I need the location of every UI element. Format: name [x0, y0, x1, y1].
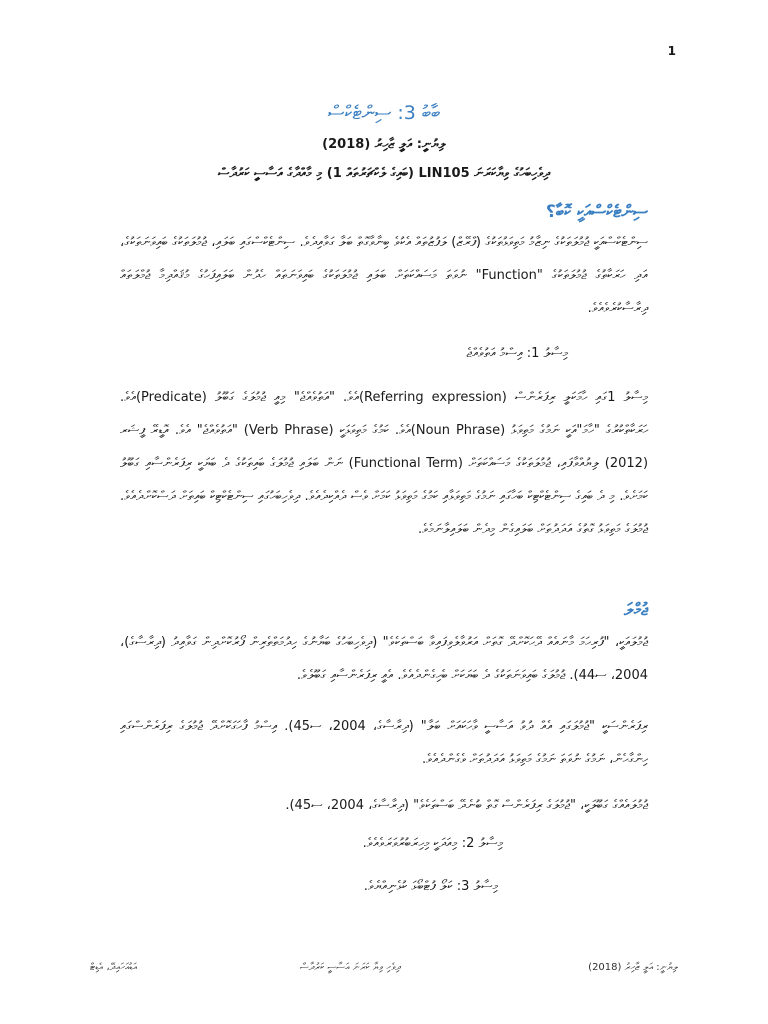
footer-title: ދިވެހި ވިޔާ ކަރަނަ އަސާސީ ކަރުދާސް: [300, 962, 401, 973]
paragraph-sentence-definition: ޖުމުލައަކީ، "ފުރިހަމަ މާނައެއް ދޭހަކޮށްދޭ ގޮތަށް އަރުވާލެވިފައިވާ ބަސްތަކެވެ" (ދިވެހިބަހުގެ ބަޔާނުގެ ހިދުމަތްތެރިން ފޯރުކޮށްދިން ގަވާއިދު (ދިރާސާގެ)، 2004، ސ44). ޖުމުލަގެ ބައިވަނަތަކުގެ ދެ ބަޔަކަށް ބެހިގެންދެއެވެ. އެއީ ރިފަރެންސާއި ގަބޫލެވެ.: [120, 635, 648, 683]
author-line: ލިޔުނީ: އަލީ ޒާހިރު (2018): [322, 137, 446, 152]
section-heading-sentence: ޖުމްލަ: [623, 600, 648, 620]
example-1: މިސާލު 1: އިސްމު އަތުވެއްޖެ: [466, 346, 568, 361]
example-2: މިސާލު 2: މިއަދަކީ މިހިރަބުރުވަރަވެއެވެ.: [362, 836, 503, 851]
footer-author: ލިޔުނީ: އަލީ ޒާހިރު (2018): [588, 962, 678, 973]
paragraph-predicate-definition: ޖުމުލައެއްގެ ގަބޫލަކީ، "ޖުމުލަގެ ރިފަރެންސް ގޮތް ބުނެދޭ ބަސްތަކެވެ" (ދިރާސާގެ، 2004، ސ45).: [285, 798, 648, 813]
course-line: ދިވެހިބަހުގެ ވިޔާކަރަނަ LIN105 (ބައިގެ ލެކްޗަރުތައް 1) މި މާއްދާގެ އަސާސީ ކަރުދާސް: [218, 166, 550, 181]
paragraph-referring: މިސާލު 1ގައި ހާމަކަލީ ރިފަރެންސް (Referring expression)އެވެ. "އަތުވެއްޖެ" މިއީ ޖުމުލަގެ ގަބޫލު (Predicate)އެވެ. ހަރަކާތްކުރުގެ "ހާމަ"އަކީ ނަމުގެ މަތިވަޅު (Noun Phrase)އެވެ. ކަމުގެ މަތިވަޅަކީ (Verb Phrase) "އަތުވެއްޖެ" އެވެ. އޮޑީރޭ ފީޝަރ (2012) ލިޔުއްވާފައި، ޖުމުލަތަކުގެ މަސައްކަތަށް (Functional Term) ނަން ބަލައި ޖުމުލަގެ ބައިތަކުގެ ދެ ބަޔަކީ ރިފަރެންސާއި ގަބޫލު ކަމަށެވެ. މި ދެ ބައިގެ ސިންޓެކްޓިކް ބަހާގައި ނަމުގެ މަތިވަޅާއި ކަމުގެ މަތިވަޅު ކަމަށް ވެސް ދެއްކިދެއެވެ. ދިވެހިބަހުގައި ސިންޓެކްޓިކް ބައިތަށް ދަސްކޮށްދެއެވެ. ޖުމުލަގެ މަތިވަޅު ގޮތުގެ އަދަދުތަށް ބަލައިގެން މިދެން ބަލައިލާނަމެވެ.: [120, 390, 649, 537]
page-number: 1: [667, 44, 676, 58]
paragraph-reference-definition: ރިފަރެންސަކީ "ޖުމުލަގައި އެއް ދުވު އަސާސީ ވާހަކައަށް ބަލާ" (ދިރާސާގެ، 2004، ސ45). އިސްމު ފާހަގަކޮށްދޭ ޖުމުލަގެ ރިފަރެންސްގައި ހިންގާހެން، ނަމުގެ ނުވަތަ ނަމުގެ މަތިވަޅު އަދަދުތަށް ވެގެންދެއެވެ.: [120, 719, 648, 767]
paragraph-intro: ސިންޓެކްސްއަކީ ޖުމުލަތަކުގެ ނިޒާމު މަތިވަޅުތަކުގެ (ފްރޭޒް) ލަފުޒުތައް އެކުވެ ބިނާވާގޮތް ބަލާ ގަވާއިދެވެ. ސިންޓެކްސްގައި ބަލައި، ޖުމުލަތަކުގެ ބައިވަނަތަކުގެ، އަދި ހަރަކާތުގެ ޖުމުލަތަކުގެ "Function" ނުވަތަ މަސައްކަތަށް ބަލައި ޖުމުލަތަކުގެ ބައިވަނަތައް ހެދުން ބަލައިފަހުގެ މުޤައްދިމާ ޖުމްލަތައް ދިރާސާކުރެވެއެވެ.: [120, 235, 648, 316]
section-heading-syntax: ސިންޓެކްސްއަކީ ކޮބާ؟: [545, 202, 648, 222]
example-3: މިސާލު 3: ކަލޯ ފުޓްބޯޅަ ކުޅެނިއްޔެވެ.: [363, 879, 498, 894]
chapter-title: ބާބު 3: ސިންޓެކްސް: [327, 102, 441, 124]
footer-note: އަޑުއަހައިދޭ، އެޑިޓް: [90, 962, 138, 973]
